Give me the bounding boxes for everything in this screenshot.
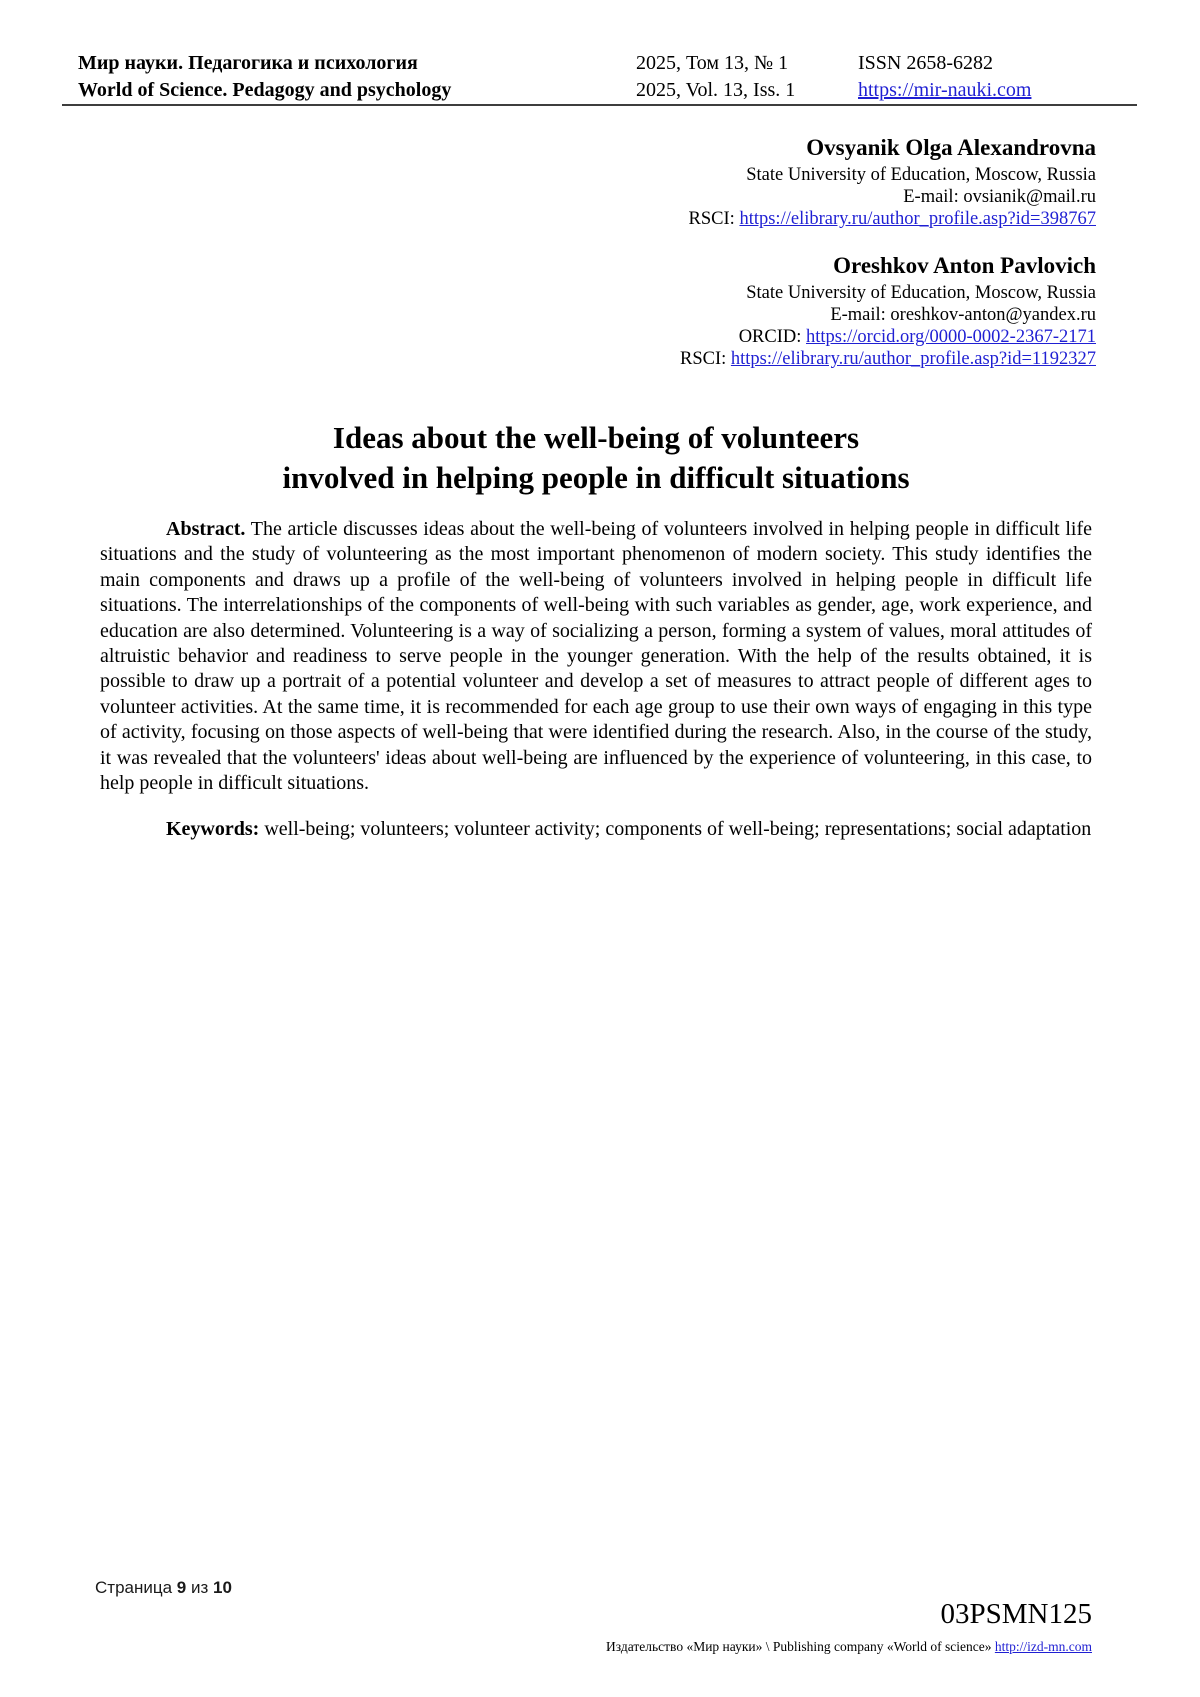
header-divider	[62, 104, 1137, 106]
journal-header-issue	[636, 50, 795, 104]
issue-info-en: 2025, Vol. 13, Iss. 1	[636, 79, 796, 101]
author-2-orcid	[680, 326, 1096, 348]
author-1-affiliation: State University of Education, Moscow, Russia	[746, 165, 1096, 185]
keywords-text: well-being; volunteers; volunteer activity; components of well-being; representations; social adaptation	[264, 818, 1092, 841]
article-title-line-1: Ideas about the well-being of volunteers	[332, 420, 860, 455]
journal-title-ru: Мир науки. Педагогика и психология	[78, 52, 418, 74]
author-2-name: Oreshkov Anton Pavlovich	[833, 253, 1096, 278]
article-title-line-2: involved in helping people in difficult situations	[282, 460, 910, 495]
issn-text: ISSN 2658-6282	[858, 52, 994, 74]
publisher-text: Издательство «Мир науки» \ Publishing company «World of science»	[606, 1639, 992, 1654]
abstract-paragraph	[100, 517, 1092, 796]
page-of-word: из	[191, 1578, 209, 1597]
page-total: 10	[213, 1578, 232, 1597]
publisher-link[interactable]: http://izd-mn.com	[994, 1639, 1092, 1654]
page-word: Страница	[95, 1578, 173, 1597]
journal-site-link[interactable]: https://mir-nauki.com	[858, 79, 1032, 101]
author-2-email: E-mail: oreshkov-anton@yandex.ru	[830, 305, 1096, 325]
author-block-2	[680, 252, 1096, 370]
issue-info-ru: 2025, Том 13, № 1	[636, 52, 789, 74]
author-1-rsci-link[interactable]: https://elibrary.ru/author_profile.asp?id=398767	[739, 209, 1096, 229]
author-1-email: E-mail: ovsianik@mail.ru	[903, 187, 1096, 207]
rsci-label: RSCI:	[688, 209, 735, 229]
orcid-label: ORCID:	[738, 327, 802, 347]
abstract-text: The article discusses ideas about the well-being of volunteers involved in helping people in difficult life situations and the study of volunteering as the most important phenomenon of modern society. This study identifies the main components and draws up a profile of the well-being of volunteers involved in helping people in difficult life situations. The interrelationships of the components of well-being with such variables as gender, age, work experience, and education are also determined. Volunteering is a way of socializing a person, forming a system of values, moral attitudes of altruistic behavior and readiness to serve people in the younger generation. With the help of the results obtained, it is possible to draw up a portrait of a potential volunteer and develop a set of measures to attract people of different ages to volunteer activities. At the same time, it is recommended for each age group to use their own ways of engaging in this type of activity, focusing on those aspects of well-being that were identified during the research. Also, in the course of the study, it was revealed that the volunteers' ideas about well-being are influenced by the experience of volunteering, in this case, to help people in difficult situations.	[100, 518, 1093, 795]
journal-title-en: World of Science. Pedagogy and psychology	[78, 79, 452, 101]
article-title	[100, 418, 1092, 498]
publisher-line	[606, 1639, 1092, 1655]
abstract-label: Abstract.	[166, 518, 246, 540]
journal-header-right	[858, 50, 1031, 104]
author-2-rsci	[680, 348, 1096, 370]
article-code: 03PSMN125	[940, 1598, 1092, 1630]
author-1-rsci	[689, 208, 1096, 230]
author-2-rsci-link[interactable]: https://elibrary.ru/author_profile.asp?id=1192327	[730, 349, 1096, 369]
rsci-label: RSCI:	[679, 349, 727, 369]
page-current: 9	[176, 1578, 187, 1597]
keywords-label: Keywords:	[166, 818, 260, 841]
author-2-orcid-link[interactable]: https://orcid.org/0000-0002-2367-2171	[806, 327, 1096, 347]
author-2-affiliation: State University of Education, Moscow, Russia	[746, 283, 1096, 303]
author-block-1	[689, 134, 1096, 230]
journal-header-left	[78, 50, 451, 104]
article-body	[100, 517, 1092, 843]
keywords-paragraph	[100, 817, 1092, 842]
author-1-name: Ovsyanik Olga Alexandrovna	[806, 135, 1096, 160]
page-number	[95, 1578, 232, 1598]
